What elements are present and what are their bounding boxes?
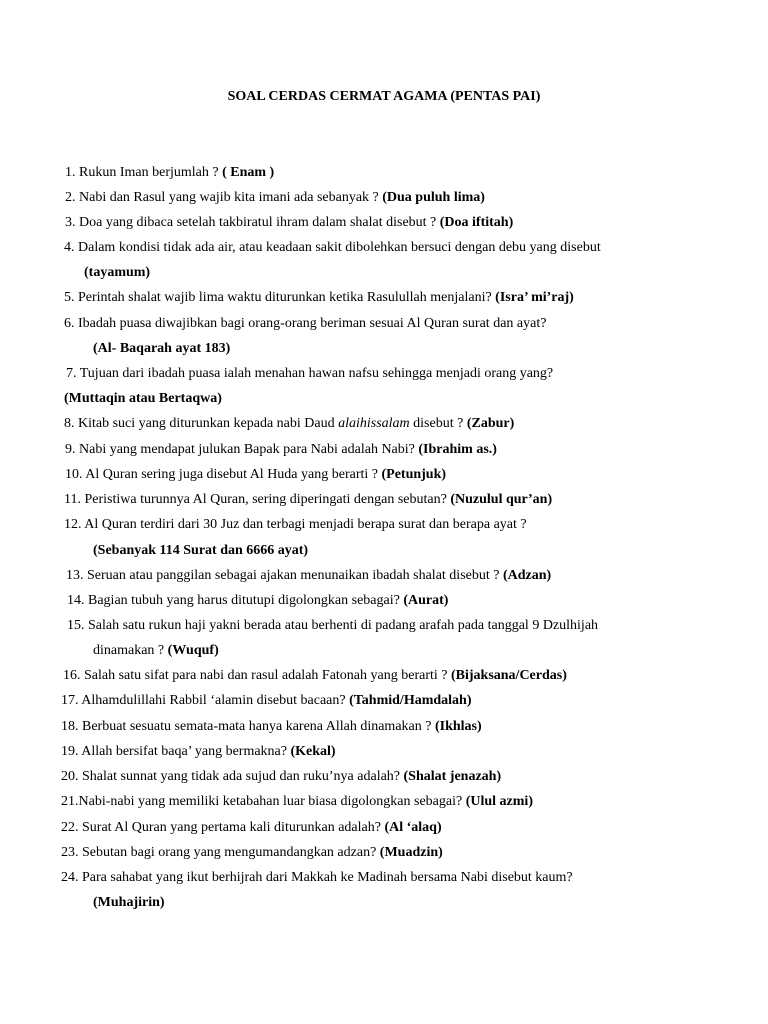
question-14 bbox=[67, 591, 448, 611]
question-4 bbox=[64, 238, 601, 258]
answer-text: (Nuzulul qur’an) bbox=[450, 492, 553, 507]
answer-text: (Ulul azmi) bbox=[465, 794, 533, 809]
answer-text: (Bijaksana/Cerdas) bbox=[450, 668, 567, 683]
question-text: 11. Peristiwa turunnya Al Quran, sering diperingati dengan sebutan? bbox=[64, 492, 447, 507]
question-21 bbox=[61, 792, 533, 812]
question-text-italic: alaihissalam bbox=[338, 416, 410, 431]
question-text: disebut ? bbox=[413, 416, 464, 431]
page-title: SOAL CERDAS CERMAT AGAMA (PENTAS PAI) bbox=[227, 89, 541, 104]
question-2 bbox=[65, 188, 485, 208]
question-text: 3. Doa yang dibaca setelah takbiratul ihram dalam shalat disebut ? bbox=[65, 215, 437, 230]
answer-text: (Tahmid/Hamdalah) bbox=[349, 693, 472, 708]
question-text: 5. Perintah shalat wajib lima waktu diturunkan ketika Rasulullah menjalani? bbox=[64, 290, 492, 305]
answer-text: (Adzan) bbox=[502, 568, 552, 583]
answer-text: (Muadzin) bbox=[379, 845, 443, 860]
answer-text: (Dua puluh lima) bbox=[382, 190, 485, 205]
answer-12: (Sebanyak 114 Surat dan 6666 ayat) bbox=[93, 543, 309, 558]
question-5 bbox=[64, 288, 574, 308]
question-13 bbox=[66, 566, 551, 586]
question-17 bbox=[61, 691, 472, 711]
question-3 bbox=[65, 213, 513, 233]
answer-text: (Ibrahim as.) bbox=[418, 442, 497, 457]
question-text: 13. Seruan atau panggilan sebagai ajakan menunaikan ibadah shalat disebut ? bbox=[66, 568, 500, 583]
answer-6: (Al- Baqarah ayat 183) bbox=[93, 341, 231, 356]
question-text: 8. Kitab suci yang diturunkan kepada nabi Daud bbox=[64, 416, 335, 431]
answer-text: (Isra’ mi’raj) bbox=[495, 290, 574, 305]
question-1 bbox=[65, 163, 274, 183]
question-text: 20. Shalat sunnat yang tidak ada sujud dan ruku’nya adalah? bbox=[61, 769, 401, 784]
question-18 bbox=[61, 717, 482, 737]
question-text: dinamakan ? bbox=[93, 643, 165, 658]
question-text: 7. Tujuan dari ibadah puasa ialah menahan hawan nafsu sehingga menjadi orang yang? bbox=[66, 366, 554, 381]
question-12 bbox=[64, 515, 527, 535]
question-text: 9. Nabi yang mendapat julukan Bapak para Nabi adalah Nabi? bbox=[65, 442, 415, 457]
question-text: 17. Alhamdulillahi Rabbil ‘alamin disebut bacaan? bbox=[61, 693, 346, 708]
answer-text: (Petunjuk) bbox=[381, 467, 447, 482]
question-text: 6. Ibadah puasa diwajibkan bagi orang-orang beriman sesuai Al Quran surat dan ayat? bbox=[64, 316, 547, 331]
question-10 bbox=[65, 465, 446, 485]
answer-text: (Kekal) bbox=[290, 744, 336, 759]
answer-24: (Muhajirin) bbox=[93, 895, 165, 910]
question-9 bbox=[65, 440, 497, 460]
question-6 bbox=[64, 314, 546, 334]
question-text: 12. Al Quran terdiri dari 30 Juz dan terbagi menjadi berapa surat dan berapa ayat ? bbox=[64, 517, 527, 532]
question-text: 1. Rukun Iman berjumlah ? bbox=[65, 165, 219, 180]
answer-text: (Al ‘alaq) bbox=[384, 820, 442, 835]
question-7 bbox=[66, 364, 553, 384]
question-text: 24. Para sahabat yang ikut berhijrah dari Makkah ke Madinah bersama Nabi disebut kaum? bbox=[61, 870, 573, 885]
question-15-continued bbox=[93, 641, 219, 661]
question-24 bbox=[61, 868, 573, 888]
question-22 bbox=[61, 818, 442, 838]
question-20 bbox=[61, 767, 501, 787]
question-16 bbox=[63, 666, 567, 686]
answer-text: ( Enam ) bbox=[222, 165, 275, 180]
question-text: 15. Salah satu rukun haji yakni berada atau berhenti di padang arafah pada tanggal 9 Dzulhijah bbox=[67, 618, 599, 633]
question-text: 2. Nabi dan Rasul yang wajib kita imani ada sebanyak ? bbox=[65, 190, 379, 205]
question-text: 21.Nabi-nabi yang memiliki ketabahan luar biasa digolongkan sebagai? bbox=[61, 794, 463, 809]
answer-7: (Muttaqin atau Bertaqwa) bbox=[64, 391, 222, 406]
question-text: 22. Surat Al Quran yang pertama kali diturunkan adalah? bbox=[61, 820, 381, 835]
answer-text: (Aurat) bbox=[403, 593, 449, 608]
answer-text: (Doa iftitah) bbox=[439, 215, 514, 230]
question-text: 10. Al Quran sering juga disebut Al Huda yang berarti ? bbox=[65, 467, 378, 482]
question-text: 23. Sebutan bagi orang yang mengumandangkan adzan? bbox=[61, 845, 377, 860]
answer-text: (Ikhlas) bbox=[434, 719, 482, 734]
question-text: 18. Berbuat sesuatu semata-mata hanya karena Allah dinamakan ? bbox=[61, 719, 432, 734]
question-15 bbox=[67, 616, 598, 636]
question-8 bbox=[64, 414, 514, 434]
question-19 bbox=[61, 742, 336, 762]
question-text: 19. Allah bersifat baqa’ yang bermakna? bbox=[61, 744, 287, 759]
question-text: 16. Salah satu sifat para nabi dan rasul adalah Fatonah yang berarti ? bbox=[63, 668, 448, 683]
answer-text: (Zabur) bbox=[466, 416, 515, 431]
question-11 bbox=[64, 490, 552, 510]
answer-4: (tayamum) bbox=[84, 265, 151, 280]
question-text: 14. Bagian tubuh yang harus ditutupi digolongkan sebagai? bbox=[67, 593, 400, 608]
answer-text: (Wuquf) bbox=[167, 643, 219, 658]
question-text: 4. Dalam kondisi tidak ada air, atau keadaan sakit dibolehkan bersuci dengan debu yang disebut bbox=[64, 240, 601, 255]
answer-text: (Shalat jenazah) bbox=[403, 769, 502, 784]
question-23 bbox=[61, 843, 443, 863]
